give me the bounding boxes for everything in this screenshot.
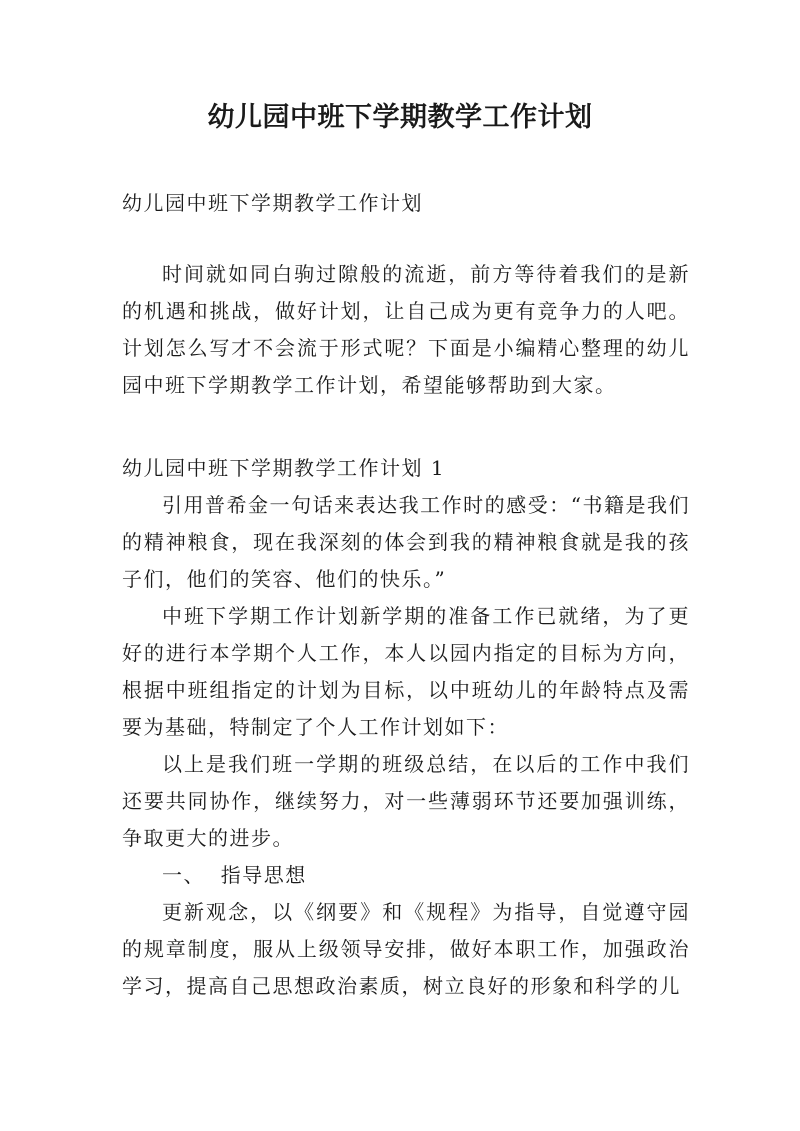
section-1-block — [122, 450, 690, 1005]
body-paragraph-1: 引用普希金一句话来表达我工作时的感受：“书籍是我们的精神粮食，现在我深刻的体会到我的精神粮食就是我的孩子们，他们的笑容、他们的快乐。” — [122, 493, 690, 591]
body-paragraph-3: 以上是我们班一学期的班级总结，在以后的工作中我们还要共同协作，继续努力，对一些薄弱环节还要加强训练，争取更大的进步。 — [122, 752, 690, 850]
heading-guiding-ideology: 一、 指导思想 — [162, 863, 307, 887]
document-subtitle: 幼儿园中班下学期教学工作计划 — [122, 191, 423, 215]
body-paragraph-4: 更新观念，以《纲要》和《规程》为指导，自觉遵守园的规章制度，服从上级领导安排，做好本职工作，加强政治学习，提高自己思想政治素质，树立良好的形象和科学的儿 — [122, 900, 690, 998]
section-1-title: 幼儿园中班下学期教学工作计划 1 — [122, 456, 446, 480]
intro-paragraph: 时间就如同白驹过隙般的流逝，前方等待着我们的是新的机遇和挑战，做好计划，让自己成为更有竞争力的人吧。计划怎么写才不会流于形式呢？下面是小编精心整理的幼儿园中班下学期教学工作计划，希望能够帮助到大家。 — [122, 262, 690, 397]
intro-block — [122, 256, 690, 404]
document-title: 幼儿园中班下学期教学工作计划 — [207, 102, 593, 133]
body-paragraph-2: 中班下学期工作计划新学期的准备工作已就绪，为了更好的进行本学期个人工作，本人以园内指定的目标为方向，根据中班组指定的计划为目标，以中班幼儿的年龄特点及需要为基础，特制定了个人工作计划如下： — [122, 604, 690, 739]
